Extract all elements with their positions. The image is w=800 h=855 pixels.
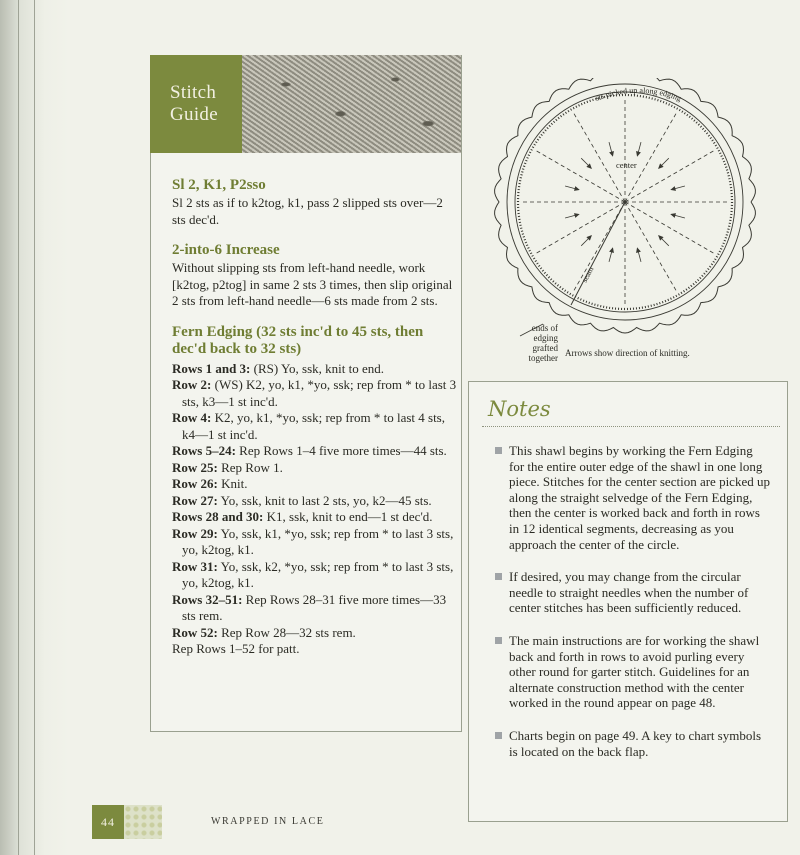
- direction-arrow: [609, 142, 613, 156]
- direction-arrow: [659, 158, 669, 168]
- pattern-row: [172, 493, 457, 510]
- notes-divider: [482, 426, 780, 427]
- square-bullet-icon: [495, 447, 502, 454]
- pattern-row: [172, 526, 457, 559]
- row-label: Row 29:: [172, 525, 218, 541]
- spine-edge: [18, 0, 19, 855]
- page-number: 44: [92, 805, 124, 839]
- direction-arrow: [671, 214, 685, 218]
- direction-arrow: [659, 236, 669, 246]
- direction-arrow: [637, 248, 641, 262]
- section-heading: Fern Edging (32 sts inc'd to 45 sts, then dec'd back to 32 sts): [172, 323, 424, 357]
- segment-line: [573, 112, 625, 202]
- center-label: center: [616, 160, 637, 170]
- page-edge: [34, 0, 35, 855]
- note-text: Charts begin on page 49. A key to chart symbols is located on the back flap.: [509, 727, 762, 759]
- square-bullet-icon: [495, 573, 502, 580]
- direction-arrow: [565, 186, 579, 190]
- row-label: Row 52:: [172, 624, 218, 640]
- row-label: Rows 1 and 3:: [172, 360, 251, 376]
- row-text: Rep Row 28—32 sts rem.: [217, 624, 356, 640]
- row-text: Rep Rows 28–31 five more times—33 sts rem.: [182, 591, 447, 623]
- direction-arrow: [581, 158, 591, 168]
- row-text: K2, yo, k1, *yo, ssk; rep from * to last 4 sts, k4—1 st inc'd.: [182, 410, 445, 442]
- pattern-row: [172, 641, 457, 658]
- row-text: Rep Row 1.: [217, 459, 283, 475]
- pattern-row: [172, 410, 457, 443]
- stitch-guide-content: [172, 177, 457, 658]
- lace-photo: [242, 55, 461, 153]
- folio-ornament: [124, 805, 162, 839]
- row-label: Row 4:: [172, 410, 212, 425]
- seam-label: seam: [579, 265, 596, 284]
- row-label: Row 26:: [172, 476, 218, 491]
- ends-caption-line: together: [528, 353, 558, 363]
- row-text: Yo, ssk, knit to last 2 sts, yo, k2—45 sts.: [217, 492, 432, 508]
- note-item: [495, 633, 770, 711]
- row-label: Row 27:: [172, 492, 218, 508]
- notes-list: [495, 443, 770, 776]
- row-text: (RS) Yo, ssk, knit to end.: [250, 360, 385, 376]
- direction-arrow: [637, 142, 641, 156]
- note-text: This shawl begins by working the Fern Edging for the entire outer edge of the shawl in one long piece. Stitches for the center section are picked up along the straight selvedge of the Fern Edging, then the center is worked back and forth in rows in 12 identical segments, decreasing as you approach the center of the circle.: [509, 443, 770, 552]
- segment-line: [625, 202, 715, 254]
- ends-caption-line: grafted: [532, 343, 558, 353]
- segment-line: [535, 150, 625, 202]
- direction-arrow: [565, 214, 579, 218]
- row-label: Row 25:: [172, 459, 218, 475]
- notes-title: Notes: [488, 397, 551, 421]
- segment-line: [625, 112, 677, 202]
- row-text: Knit.: [217, 476, 248, 491]
- row-text: Yo, ssk, k1, *yo, ssk; rep from * to last 3 sts, yo, k2tog, k1.: [182, 525, 454, 557]
- pattern-row: [172, 559, 457, 592]
- segment-line: [625, 150, 715, 202]
- stitch-guide-title-line1: Stitch: [170, 82, 217, 103]
- row-text: Rep Rows 1–52 for patt.: [172, 641, 300, 656]
- direction-arrow: [581, 236, 591, 246]
- note-text: If desired, you may change from the circular needle to straight needles when the number of center stitches has been sufficiently reduced.: [509, 569, 749, 616]
- square-bullet-icon: [495, 732, 502, 739]
- pattern-row: [172, 625, 457, 642]
- direction-arrow: [671, 186, 685, 190]
- segment-line: [625, 202, 677, 292]
- stitch-guide-title: [150, 55, 242, 153]
- ends-caption-line: edging: [533, 333, 558, 343]
- pattern-row: [172, 509, 457, 526]
- pattern-row: [172, 443, 457, 460]
- section-body: Sl 2 sts as if to k2tog, k1, pass 2 slipped sts over—2 sts dec'd.: [172, 195, 443, 227]
- stitch-guide-title-line2: Guide: [170, 104, 218, 125]
- stitch-guide-header: [150, 55, 461, 153]
- pattern-row: [172, 377, 457, 410]
- square-bullet-icon: [495, 637, 502, 644]
- ends-caption: [503, 323, 558, 363]
- section-body: Without slipping sts from left-hand needle, work [k2tog, p2tog] in same 2 sts 3 times, then slip original 2 sts from left-hand needle—6 sts made from 2 sts.: [172, 260, 453, 308]
- note-item: [495, 569, 770, 616]
- row-label: Rows 5–24:: [172, 443, 236, 458]
- arrows-caption: Arrows show direction of knitting.: [565, 348, 690, 358]
- running-head: WRAPPED IN LACE: [211, 816, 325, 827]
- pattern-row: [172, 476, 457, 493]
- arc-label: sts picked up along edging: [593, 85, 683, 104]
- row-text: Rep Rows 1–4 five more times—44 sts.: [235, 443, 447, 458]
- note-item: [495, 728, 770, 759]
- row-label: Row 2:: [172, 377, 212, 392]
- row-label: Row 31:: [172, 558, 218, 574]
- row-text: Yo, ssk, k2, *yo, ssk; rep from * to last 3 sts, yo, k2tog, k1.: [182, 558, 454, 590]
- pattern-row: [172, 592, 457, 625]
- direction-arrow: [609, 248, 613, 262]
- pattern-row: [172, 361, 457, 378]
- pattern-row: [172, 460, 457, 477]
- section-heading: 2-into-6 Increase: [172, 242, 280, 258]
- row-text: K1, ssk, knit to end—1 st dec'd.: [263, 509, 433, 524]
- note-item: [495, 443, 770, 552]
- row-label: Rows 28 and 30:: [172, 509, 264, 524]
- note-text: The main instructions are for working the shawl back and forth in rows to avoid purling every other round for garter stitch. Guidelines for an alternate construction method with the center worked in the round appear on page 48.: [509, 632, 760, 711]
- ends-caption-line: ends of: [531, 323, 558, 333]
- section-heading: Sl 2, K1, P2sso: [172, 177, 266, 193]
- row-text: (WS) K2, yo, k1, *yo, ssk; rep from * to last 3 sts, k3—1 st inc'd.: [182, 377, 457, 409]
- row-label: Rows 32–51:: [172, 591, 243, 607]
